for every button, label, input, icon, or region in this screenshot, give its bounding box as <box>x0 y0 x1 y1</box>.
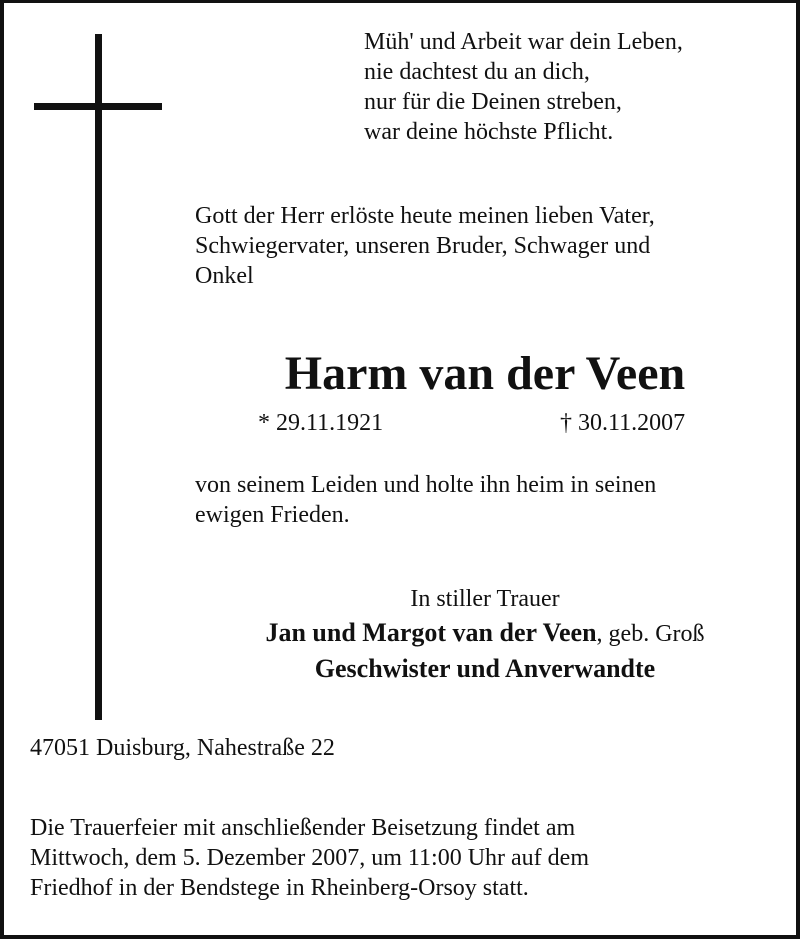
intro-text <box>195 201 765 291</box>
family-name: Jan und Margot van der Veen <box>265 618 597 647</box>
memorial-verse <box>364 27 784 147</box>
verse-line: war deine höchste Pflicht. <box>364 119 614 145</box>
closing-text <box>195 470 775 530</box>
funeral-details <box>30 813 770 903</box>
closing-line: von seinem Leiden und holte ihn heim in seinen <box>195 472 657 498</box>
intro-line: Gott der Herr erlöste heute meinen lieben Vater, <box>195 203 655 229</box>
verse-line: nur für die Deinen streben, <box>364 89 622 115</box>
funeral-line: Die Trauerfeier mit anschließender Beisetzung findet am <box>30 815 576 841</box>
birth-date: * 29.11.1921 <box>258 410 384 436</box>
intro-line: Onkel <box>195 263 254 289</box>
funeral-line: Friedhof in der Bendstege in Rheinberg-Orsoy statt. <box>30 875 529 901</box>
mourning-heading: In stiller Trauer <box>410 586 560 612</box>
death-date: † 30.11.2007 <box>560 410 686 436</box>
closing-line: ewigen Frieden. <box>195 502 350 528</box>
relatives-line: Geschwister und Anverwandte <box>314 654 656 683</box>
cross-icon-bar <box>34 103 162 110</box>
verse-line: Müh' und Arbeit war dein Leben, <box>364 29 683 55</box>
address: 47051 Duisburg, Nahestraße 22 <box>30 735 335 761</box>
intro-line: Schwiegervater, unseren Bruder, Schwager und <box>195 233 651 259</box>
family-maiden-name: , geb. Groß <box>596 621 705 647</box>
deceased-name: Harm van der Veen <box>284 347 686 400</box>
verse-line: nie dachtest du an dich, <box>364 59 590 85</box>
family-line <box>0 616 800 651</box>
funeral-line: Mittwoch, dem 5. Dezember 2007, um 11:00 Uhr auf dem <box>30 845 589 871</box>
